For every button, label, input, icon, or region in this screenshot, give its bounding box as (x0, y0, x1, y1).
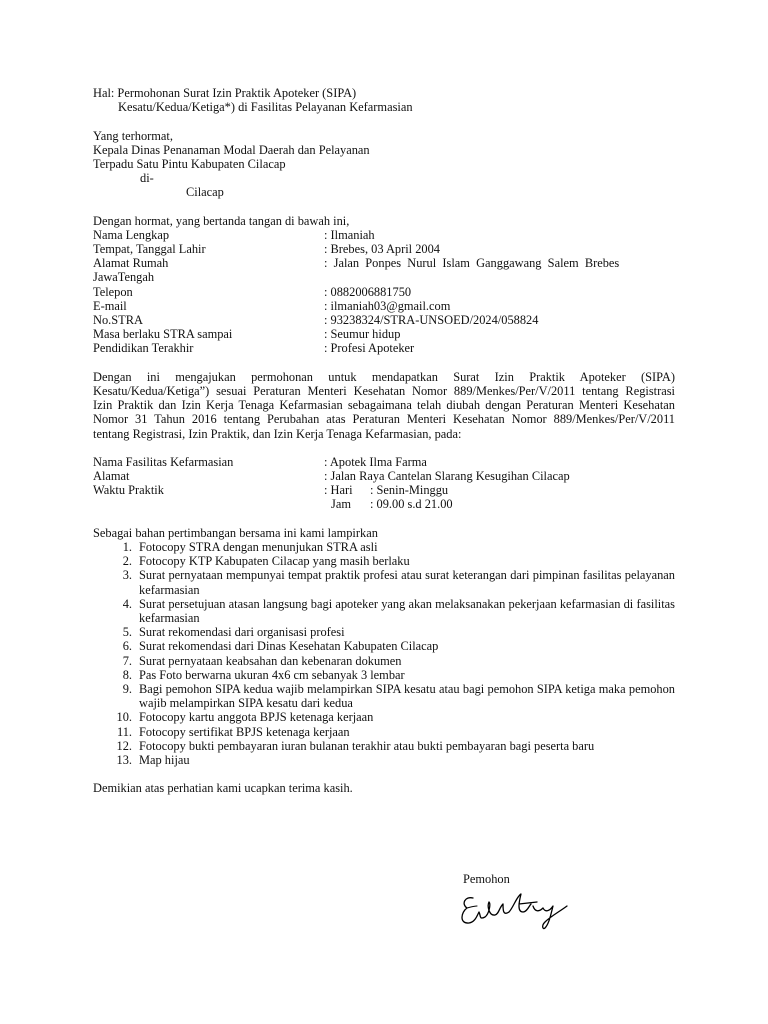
field-label: No.STRA (93, 313, 143, 327)
field-value: : Seumur hidup (324, 327, 401, 342)
attachment-text: Surat persetujuan atasan langsung bagi apoteker yang akan melaksanakan pekerjaan kefarmasian di fasilitas kefarmasian (139, 596, 675, 626)
field-label: Nama Fasilitas Kefarmasian (93, 454, 234, 469)
field-label: Nama Lengkap (93, 227, 170, 242)
attachment-text: Surat pernyataan keabsahan dan kebenaran dokumen (139, 653, 402, 668)
signature-label: Pemohon (463, 872, 510, 886)
attachment-number: 12. (116, 738, 132, 753)
attachment-text: Pas Foto berwarna ukuran 4x6 cm sebanyak 3 lembar (139, 667, 405, 682)
attachment-text: Fotocopy bukti pembayaran iuran bulanan terakhir atau bukti pembayaran bagi peserta baru (139, 738, 595, 753)
attachment-text: Bagi pemohon SIPA kedua wajib melampirkan SIPA kesatu atau bagi pemohon SIPA ketiga maka pemohon wajib melampirkan SIPA kesatu dari kedua (139, 682, 675, 711)
attachment-item (93, 540, 675, 554)
attachment-text: Surat rekomendasi dari organisasi profesi (139, 625, 345, 640)
field-row (93, 483, 675, 497)
attachments-intro: Sebagai bahan pertimbangan bersama ini kami lampirkan (93, 525, 378, 540)
paragraph-line: Nomor 31 Tahun 2016 tentang Perubahan atas Peraturan Menteri Kesehatan Nomor 889/Menkes/Per/V/2011 (93, 412, 675, 427)
field-sublabel: Jam (331, 497, 351, 512)
field-value: : Profesi Apoteker (324, 341, 415, 356)
field-label: E-mail (93, 298, 127, 313)
attachment-text: Surat rekomendasi dari Dinas Kesehatan Kabupaten Cilacap (139, 639, 439, 654)
field-row (93, 327, 675, 341)
field-row (93, 313, 675, 327)
attachment-item (93, 625, 675, 639)
attachment-number: 5. (122, 625, 132, 640)
attachment-number: 4. (122, 596, 132, 611)
field-label: Masa berlaku STRA sampai (93, 327, 233, 342)
field-value: : Apotek Ilma Farma (324, 454, 427, 469)
attachment-number: 1. (122, 540, 132, 554)
field-row (93, 228, 675, 242)
recipient-di: di- (140, 171, 154, 186)
salutation: Yang terhormat, (93, 128, 173, 143)
attachment-number: 8. (122, 667, 132, 682)
closing-text: Demikian atas perhatian kami ucapkan terima kasih. (93, 781, 353, 796)
attachment-text: Fotocopy STRA dengan menunjukan STRA asli (139, 540, 378, 554)
attachments-list (93, 540, 675, 767)
subject-line: Hal: Permohonan Surat Izin Praktik Apoteker (SIPA) (93, 86, 357, 100)
paragraph-line: Izin Praktik dan Izin Kerja Tenaga Kefarmasian sebagaimana telah diubah dengan Peraturan Menteri Kesehatan (93, 398, 675, 413)
field-row (93, 285, 675, 299)
field-label: Telepon (93, 284, 133, 299)
attachment-item (93, 639, 675, 653)
attachment-item (93, 597, 675, 625)
request-paragraph (93, 370, 675, 441)
field-row (93, 341, 675, 355)
field-row (93, 242, 675, 256)
attachment-item (93, 554, 675, 568)
recipient-line: Terpadu Satu Pintu Kabupaten Cilacap (93, 156, 286, 171)
field-label: Pendidikan Terakhir (93, 341, 194, 356)
field-label: Tempat, Tanggal Lahir (93, 242, 206, 257)
field-value: : Jalan Raya Cantelan Slarang Kesugihan Cilacap (324, 469, 570, 484)
field-value: : Senin-Minggu (370, 483, 449, 498)
subject-line-continued: Kesatu/Kedua/Ketiga*) di Fasilitas Pelayanan Kefarmasian (118, 100, 413, 115)
attachment-number: 6. (122, 639, 132, 654)
paragraph-line: tentang Registrasi, Izin Praktik, dan Izin Kerja Tenaga Kefarmasian, pada: (93, 426, 462, 441)
field-value: : ilmaniah03@gmail.com (324, 298, 451, 313)
attachment-text: Fotocopy KTP Kabupaten Cilacap yang masih berlaku (139, 554, 410, 569)
handwritten-signature (459, 890, 577, 932)
field-value-continued: JawaTengah (93, 270, 155, 285)
attachment-item (93, 668, 675, 682)
field-label: Alamat (93, 469, 130, 484)
paragraph-line: Kesatu/Kedua/Ketiga”) sesuai Peraturan Menteri Kesehatan Nomor 889/Menkes/Per/V/2011 tentang Registrasi (93, 383, 675, 398)
attachment-number: 13. (116, 753, 132, 768)
field-value: : 93238324/STRA-UNSOED/2024/058824 (324, 313, 539, 327)
attachment-number: 7. (122, 653, 132, 668)
field-value: : Jalan Ponpes Nurul Islam Ganggawang Salem Brebes (324, 256, 620, 271)
attachment-text: Fotocopy sertifikat BPJS ketenaga kerjaan (139, 724, 350, 739)
field-row (93, 256, 675, 270)
attachment-text: Surat pernyataan mempunyai tempat praktik profesi atau surat keterangan dari pimpinan fasilitas pelayanan kefarmasian (139, 568, 675, 597)
attachment-item (93, 568, 675, 596)
field-value: : Brebes, 03 April 2004 (324, 242, 440, 257)
field-value: : Ilmaniah (324, 227, 375, 242)
field-value: : 0882006881750 (324, 284, 412, 299)
attachment-item (93, 710, 675, 724)
field-row (93, 497, 675, 511)
field-row (93, 455, 675, 469)
attachment-number: 10. (116, 710, 132, 725)
attachment-item (93, 725, 675, 739)
attachment-text: Map hijau (139, 753, 190, 768)
attachment-item (93, 682, 675, 710)
attachment-item (93, 654, 675, 668)
recipient-city: Cilacap (186, 185, 224, 200)
field-label: Waktu Praktik (93, 483, 164, 498)
field-row (93, 469, 675, 483)
recipient-line: Kepala Dinas Penanaman Modal Daerah dan Pelayanan (93, 142, 370, 157)
paragraph-line: Dengan ini mengajukan permohonan untuk mendapatkan Surat Izin Praktik Apoteker (SIPA) (93, 369, 675, 384)
attachment-item (93, 753, 675, 767)
signature-block (463, 872, 603, 886)
letter-body (93, 86, 675, 796)
attachment-number: 9. (122, 682, 132, 697)
field-value: : 09.00 s.d 21.00 (370, 497, 453, 512)
attachment-number: 2. (122, 554, 132, 569)
attachment-number: 11. (116, 724, 132, 739)
intro-text: Dengan hormat, yang bertanda tangan di bawah ini, (93, 213, 350, 228)
attachment-text: Fotocopy kartu anggota BPJS ketenaga kerjaan (139, 710, 374, 725)
attachment-item (93, 739, 675, 753)
field-sublabel: : Hari (324, 483, 353, 498)
field-label: Alamat Rumah (93, 256, 169, 271)
attachment-number: 3. (122, 568, 132, 583)
field-row (93, 299, 675, 313)
